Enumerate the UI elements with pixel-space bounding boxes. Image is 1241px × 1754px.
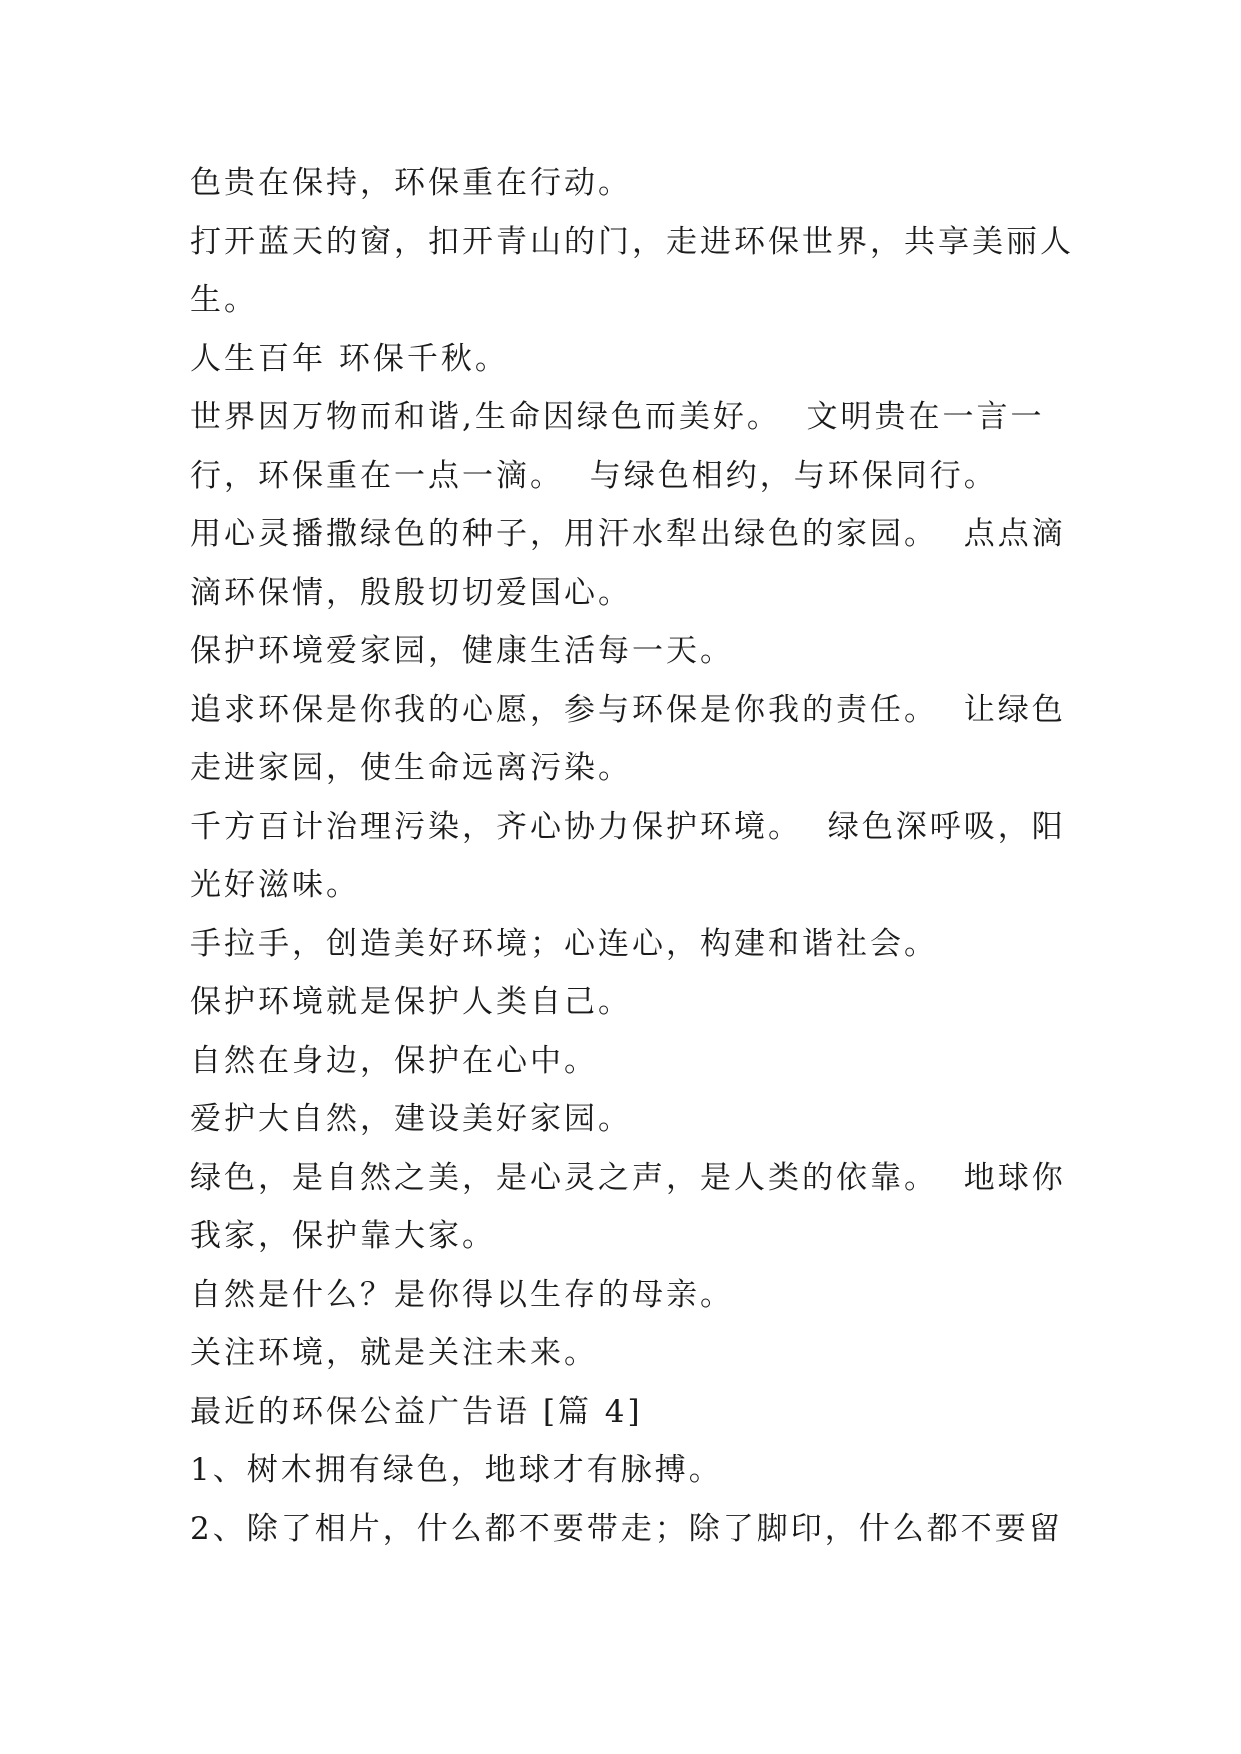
- section-heading: 最近的环保公益广告语 [篇 4]: [190, 1393, 643, 1430]
- text-line: 色贵在保持，环保重在行动。: [190, 165, 632, 201]
- text-line: 保护环境爱家园，健康生活每一天。: [190, 633, 734, 669]
- text-line: 千方百计治理污染，齐心协力保护环境。 绿色深呼吸，阳: [190, 808, 1066, 845]
- text-line: 人生百年 环保千秋。: [190, 340, 509, 377]
- text-line: 绿色，是自然之美，是心灵之声，是人类的依靠。 地球你: [190, 1159, 1066, 1196]
- text-line: 自然是什么？是你得以生存的母亲。: [190, 1276, 734, 1313]
- text-line: 光好滋味。: [190, 867, 360, 903]
- numbered-item: 2、除了相片，什么都不要带走；除了脚印，什么都不要留: [190, 1510, 1063, 1547]
- text-line: 爱护大自然，建设美好家园。: [190, 1101, 632, 1137]
- text-line: 用心灵播撒绿色的种子，用汗水犁出绿色的家园。 点点滴: [190, 516, 1066, 552]
- text-line: 走进家园，使生命远离污染。: [190, 750, 632, 786]
- text-line: 保护环境就是保护人类自己。: [190, 984, 632, 1020]
- text-line: 世界因万物而和谐,生命因绿色而美好。 文明贵在一言一: [190, 399, 1045, 435]
- text-line: 追求环保是你我的心愿，参与环保是你我的责任。 让绿色: [190, 691, 1066, 728]
- numbered-item: 1、树木拥有绿色，地球才有脉搏。: [190, 1452, 723, 1488]
- text-line: 我家，保护靠大家。: [190, 1218, 496, 1254]
- text-line: 关注环境，就是关注未来。: [190, 1335, 598, 1371]
- text-line: 滴环保情，殷殷切切爱国心。: [190, 574, 632, 611]
- text-line: 自然在身边，保护在心中。: [190, 1042, 598, 1079]
- text-line: 打开蓝天的窗，扣开青山的门，走进环保世界，共享美丽人: [190, 223, 1074, 260]
- text-line: 行，环保重在一点一滴。 与绿色相约，与环保同行。: [190, 457, 998, 494]
- document-body: [190, 154, 1074, 1558]
- text-line: 手拉手，创造美好环境；心连心，构建和谐社会。: [190, 925, 938, 962]
- text-line: 生。: [190, 282, 258, 318]
